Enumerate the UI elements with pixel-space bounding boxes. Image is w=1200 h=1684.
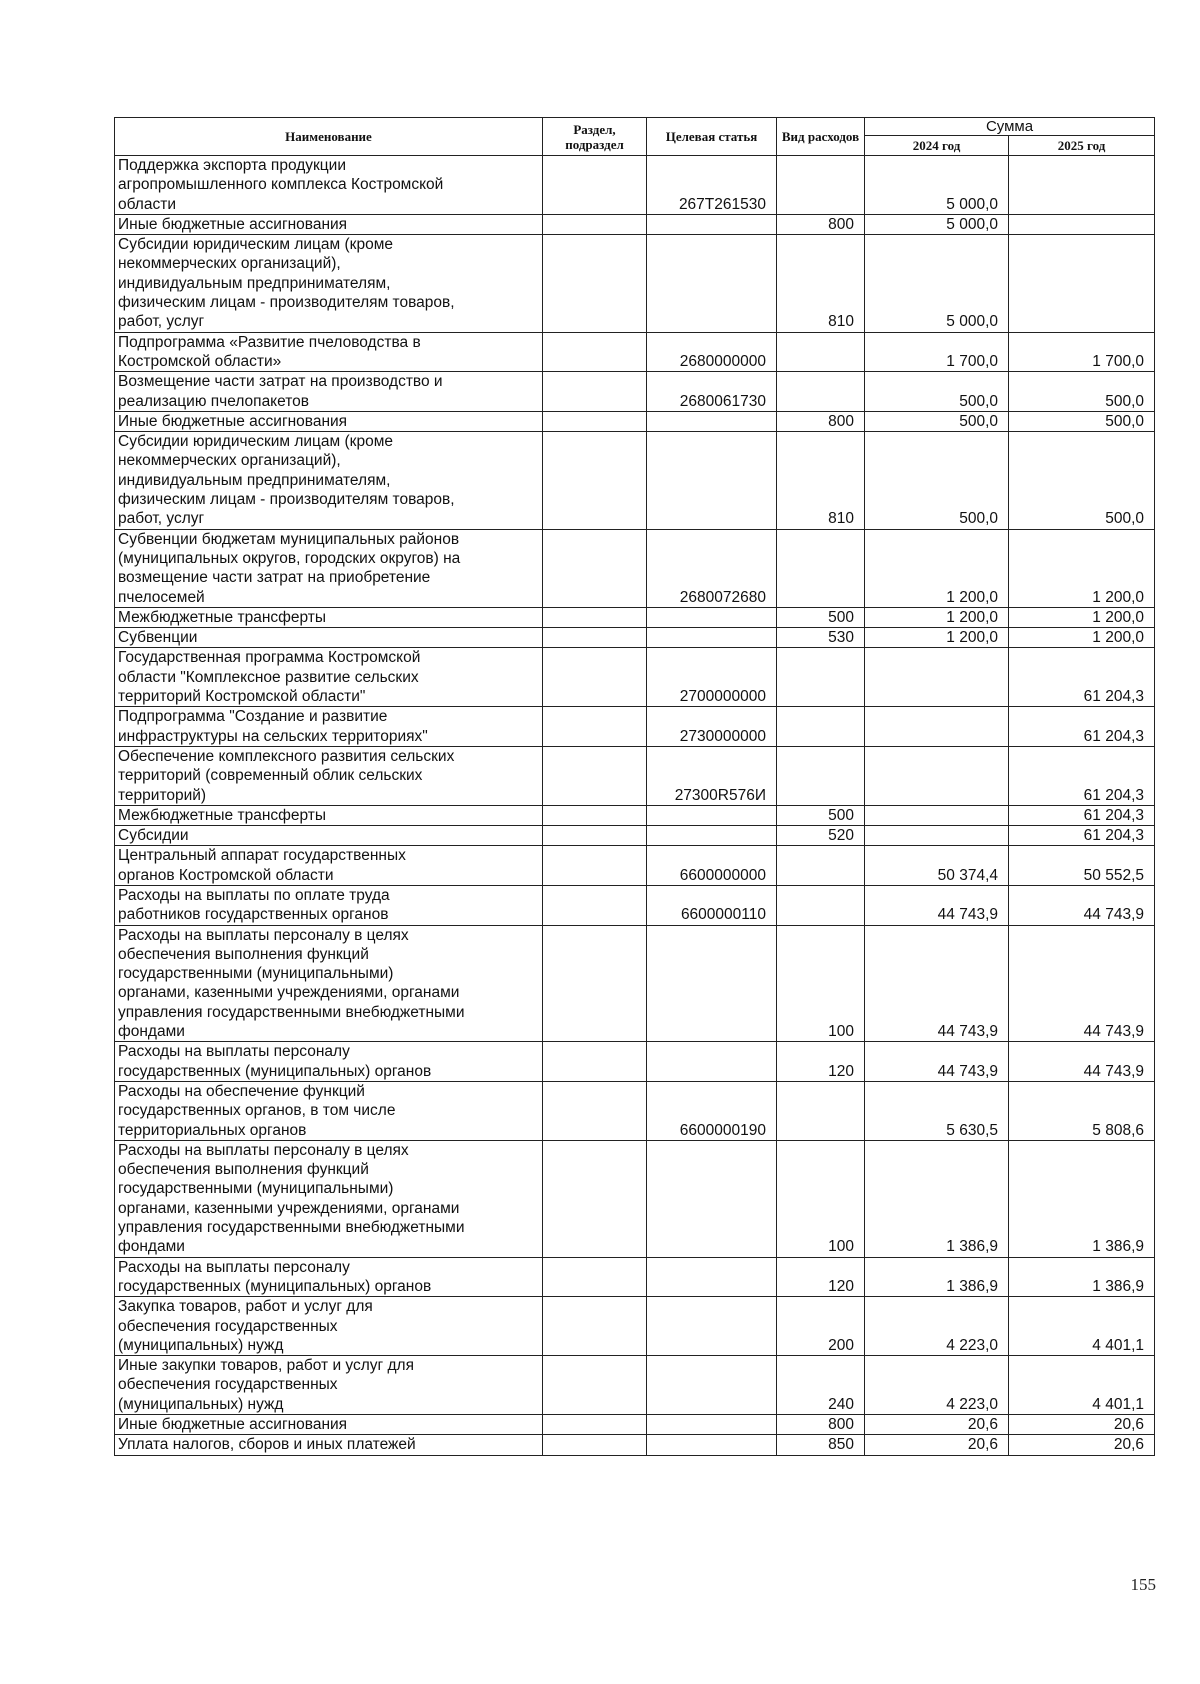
budget-table xyxy=(114,117,1155,1456)
row-sum-2025: 4 401,1 xyxy=(1009,1297,1155,1356)
table-row xyxy=(115,1081,1155,1140)
row-section xyxy=(543,707,647,747)
table-row xyxy=(115,156,1155,215)
row-sum-2025: 500,0 xyxy=(1009,411,1155,431)
page-number: 155 xyxy=(1130,1575,1156,1594)
row-sum-2024: 5 630,5 xyxy=(865,1081,1009,1140)
header-target: Целевая статья xyxy=(647,118,777,156)
table-header xyxy=(115,118,1155,156)
header-name: Наименование xyxy=(115,118,543,156)
row-sum-2024: 500,0 xyxy=(865,432,1009,529)
row-sum-2024: 1 386,9 xyxy=(865,1257,1009,1297)
row-sum-2024: 44 743,9 xyxy=(865,1042,1009,1082)
row-section xyxy=(543,1297,647,1356)
row-section xyxy=(543,925,647,1042)
row-sum-2024: 1 700,0 xyxy=(865,332,1009,372)
row-sum-2025: 44 743,9 xyxy=(1009,925,1155,1042)
table-row xyxy=(115,529,1155,607)
row-kind xyxy=(777,1081,865,1140)
table-row xyxy=(115,372,1155,412)
row-name: Расходы на выплаты персоналу государственных (муниципальных) органов xyxy=(115,1042,543,1082)
row-sum-2024: 4 223,0 xyxy=(865,1297,1009,1356)
table-row xyxy=(115,1042,1155,1082)
row-section xyxy=(543,156,647,215)
row-target xyxy=(647,805,777,825)
row-kind: 530 xyxy=(777,628,865,648)
table-row xyxy=(115,925,1155,1042)
row-target xyxy=(647,607,777,627)
row-target xyxy=(647,235,777,332)
row-target xyxy=(647,1356,777,1415)
row-target xyxy=(647,432,777,529)
row-name: Подпрограмма "Создание и развитие инфраструктуры на сельских территориях" xyxy=(115,707,543,747)
row-kind: 100 xyxy=(777,925,865,1042)
row-sum-2025: 500,0 xyxy=(1009,372,1155,412)
header-year-2025: 2025 год xyxy=(1009,136,1155,156)
row-sum-2024 xyxy=(865,648,1009,707)
row-sum-2024: 5 000,0 xyxy=(865,235,1009,332)
row-name: Субсидии юридическим лицам (кроме некоммерческих организаций), индивидуальным предпринимателям, физическим лицам - производителям товаров, работ, услуг xyxy=(115,432,543,529)
row-name: Обеспечение комплексного развития сельских территорий (современный облик сельских территорий) xyxy=(115,746,543,805)
row-section xyxy=(543,411,647,431)
row-kind xyxy=(777,372,865,412)
row-name: Межбюджетные трансферты xyxy=(115,607,543,627)
row-section xyxy=(543,1415,647,1435)
row-sum-2025 xyxy=(1009,156,1155,215)
row-section xyxy=(543,607,647,627)
row-sum-2025: 20,6 xyxy=(1009,1415,1155,1435)
row-section xyxy=(543,332,647,372)
row-section xyxy=(543,1042,647,1082)
row-name: Уплата налогов, сборов и иных платежей xyxy=(115,1435,543,1455)
row-sum-2024: 500,0 xyxy=(865,372,1009,412)
row-target: 6600000190 xyxy=(647,1081,777,1140)
row-sum-2025 xyxy=(1009,214,1155,234)
row-sum-2024: 5 000,0 xyxy=(865,156,1009,215)
row-sum-2025: 61 204,3 xyxy=(1009,707,1155,747)
row-kind: 100 xyxy=(777,1140,865,1257)
table-row xyxy=(115,628,1155,648)
row-section xyxy=(543,805,647,825)
row-name: Субсидии юридическим лицам (кроме некоммерческих организаций), индивидуальным предпринимателям, физическим лицам - производителям товаров, работ, услуг xyxy=(115,235,543,332)
row-section xyxy=(543,885,647,925)
row-kind: 800 xyxy=(777,214,865,234)
table-body xyxy=(115,156,1155,1456)
header-sum: Сумма xyxy=(865,118,1155,136)
table-row xyxy=(115,648,1155,707)
row-target xyxy=(647,1297,777,1356)
row-name: Иные бюджетные ассигнования xyxy=(115,214,543,234)
row-name: Возмещение части затрат на производство и реализацию пчелопакетов xyxy=(115,372,543,412)
row-kind: 850 xyxy=(777,1435,865,1455)
row-name: Центральный аппарат государственных органов Костромской области xyxy=(115,846,543,886)
row-target: 6600000000 xyxy=(647,846,777,886)
row-section xyxy=(543,846,647,886)
row-name: Иные бюджетные ассигнования xyxy=(115,411,543,431)
row-sum-2025: 50 552,5 xyxy=(1009,846,1155,886)
row-sum-2025: 61 204,3 xyxy=(1009,746,1155,805)
row-section xyxy=(543,1081,647,1140)
row-name: Расходы на обеспечение функций государственных органов, в том числе территориальных органов xyxy=(115,1081,543,1140)
row-sum-2025: 1 200,0 xyxy=(1009,529,1155,607)
row-kind: 120 xyxy=(777,1257,865,1297)
row-target xyxy=(647,925,777,1042)
row-name: Иные бюджетные ассигнования xyxy=(115,1415,543,1435)
row-kind: 500 xyxy=(777,805,865,825)
row-kind: 520 xyxy=(777,826,865,846)
row-name: Расходы на выплаты персоналу в целях обеспечения выполнения функций государственными (муниципальными) органами, казенными учреждениями, органами управления государственными внебюджетными фондами xyxy=(115,1140,543,1257)
row-sum-2025: 1 200,0 xyxy=(1009,607,1155,627)
table-row xyxy=(115,1435,1155,1455)
row-section xyxy=(543,826,647,846)
row-kind xyxy=(777,746,865,805)
row-name: Расходы на выплаты персоналу в целях обеспечения выполнения функций государственными (муниципальными) органами, казенными учреждениями, органами управления государственными внебюджетными фондами xyxy=(115,925,543,1042)
row-name: Расходы на выплаты по оплате труда работников государственных органов xyxy=(115,885,543,925)
row-target xyxy=(647,826,777,846)
row-sum-2025: 61 204,3 xyxy=(1009,805,1155,825)
row-target: 6600000110 xyxy=(647,885,777,925)
row-target xyxy=(647,1435,777,1455)
table-row xyxy=(115,1257,1155,1297)
row-target xyxy=(647,1415,777,1435)
table-row xyxy=(115,826,1155,846)
row-kind: 500 xyxy=(777,607,865,627)
row-kind: 200 xyxy=(777,1297,865,1356)
row-sum-2024: 44 743,9 xyxy=(865,925,1009,1042)
row-section xyxy=(543,1356,647,1415)
row-section xyxy=(543,1140,647,1257)
row-target: 2680000000 xyxy=(647,332,777,372)
row-kind xyxy=(777,156,865,215)
table-row xyxy=(115,607,1155,627)
row-sum-2025: 44 743,9 xyxy=(1009,885,1155,925)
row-target xyxy=(647,1140,777,1257)
row-kind xyxy=(777,846,865,886)
header-section: Раздел, подраздел xyxy=(543,118,647,156)
row-sum-2024: 500,0 xyxy=(865,411,1009,431)
table-row xyxy=(115,432,1155,529)
row-section xyxy=(543,628,647,648)
row-target: 2680072680 xyxy=(647,529,777,607)
table-row xyxy=(115,411,1155,431)
row-sum-2025: 61 204,3 xyxy=(1009,648,1155,707)
row-target: 267T261530 xyxy=(647,156,777,215)
table-row xyxy=(115,707,1155,747)
row-kind xyxy=(777,885,865,925)
row-section xyxy=(543,214,647,234)
row-section xyxy=(543,432,647,529)
row-sum-2024: 5 000,0 xyxy=(865,214,1009,234)
row-section xyxy=(543,648,647,707)
row-target xyxy=(647,214,777,234)
row-sum-2025: 44 743,9 xyxy=(1009,1042,1155,1082)
row-name: Субвенции бюджетам муниципальных районов (муниципальных округов, городских округов) на возмещение части затрат на приобретение пчелосемей xyxy=(115,529,543,607)
row-target: 27300R576И xyxy=(647,746,777,805)
row-name: Субсидии xyxy=(115,826,543,846)
table-row xyxy=(115,1297,1155,1356)
row-sum-2024: 44 743,9 xyxy=(865,885,1009,925)
row-name: Подпрограмма «Развитие пчеловодства в Костромской области» xyxy=(115,332,543,372)
row-section xyxy=(543,746,647,805)
table-row xyxy=(115,1415,1155,1435)
row-name: Закупка товаров, работ и услуг для обеспечения государственных (муниципальных) нужд xyxy=(115,1297,543,1356)
row-sum-2025 xyxy=(1009,235,1155,332)
row-name: Расходы на выплаты персоналу государственных (муниципальных) органов xyxy=(115,1257,543,1297)
row-name: Субвенции xyxy=(115,628,543,648)
row-sum-2024: 1 386,9 xyxy=(865,1140,1009,1257)
row-section xyxy=(543,372,647,412)
row-sum-2024: 50 374,4 xyxy=(865,846,1009,886)
row-sum-2024: 1 200,0 xyxy=(865,529,1009,607)
row-target: 2680061730 xyxy=(647,372,777,412)
row-kind xyxy=(777,529,865,607)
row-sum-2025: 1 200,0 xyxy=(1009,628,1155,648)
table-row xyxy=(115,846,1155,886)
row-sum-2024: 1 200,0 xyxy=(865,607,1009,627)
row-section xyxy=(543,1257,647,1297)
row-section xyxy=(543,235,647,332)
header-kind: Вид расходов xyxy=(777,118,865,156)
row-kind: 810 xyxy=(777,432,865,529)
row-target: 2700000000 xyxy=(647,648,777,707)
row-sum-2025: 4 401,1 xyxy=(1009,1356,1155,1415)
row-sum-2025: 20,6 xyxy=(1009,1435,1155,1455)
row-sum-2025: 1 386,9 xyxy=(1009,1257,1155,1297)
table-row xyxy=(115,746,1155,805)
row-sum-2025: 1 700,0 xyxy=(1009,332,1155,372)
header-year-2024: 2024 год xyxy=(865,136,1009,156)
row-kind xyxy=(777,332,865,372)
row-sum-2025: 5 808,6 xyxy=(1009,1081,1155,1140)
row-target xyxy=(647,411,777,431)
table-row xyxy=(115,235,1155,332)
row-sum-2024: 20,6 xyxy=(865,1435,1009,1455)
row-kind: 810 xyxy=(777,235,865,332)
row-sum-2025: 500,0 xyxy=(1009,432,1155,529)
row-target xyxy=(647,1257,777,1297)
row-sum-2025: 1 386,9 xyxy=(1009,1140,1155,1257)
row-sum-2024 xyxy=(865,826,1009,846)
row-name: Поддержка экспорта продукции агропромышленного комплекса Костромской области xyxy=(115,156,543,215)
row-kind: 800 xyxy=(777,411,865,431)
table-row xyxy=(115,885,1155,925)
row-section xyxy=(543,529,647,607)
row-sum-2024: 1 200,0 xyxy=(865,628,1009,648)
row-kind xyxy=(777,648,865,707)
table-row xyxy=(115,332,1155,372)
row-sum-2024 xyxy=(865,805,1009,825)
row-name: Межбюджетные трансферты xyxy=(115,805,543,825)
row-kind xyxy=(777,707,865,747)
row-sum-2024 xyxy=(865,707,1009,747)
row-name: Иные закупки товаров, работ и услуг для обеспечения государственных (муниципальных) нужд xyxy=(115,1356,543,1415)
table-row xyxy=(115,1140,1155,1257)
row-target xyxy=(647,1042,777,1082)
table-row xyxy=(115,805,1155,825)
row-sum-2024: 20,6 xyxy=(865,1415,1009,1435)
row-sum-2024: 4 223,0 xyxy=(865,1356,1009,1415)
row-section xyxy=(543,1435,647,1455)
row-target xyxy=(647,628,777,648)
row-sum-2025: 61 204,3 xyxy=(1009,826,1155,846)
row-kind: 800 xyxy=(777,1415,865,1435)
table-row xyxy=(115,214,1155,234)
row-kind: 240 xyxy=(777,1356,865,1415)
table-row xyxy=(115,1356,1155,1415)
row-kind: 120 xyxy=(777,1042,865,1082)
row-name: Государственная программа Костромской области "Комплексное развитие сельских территорий Костромской области" xyxy=(115,648,543,707)
row-sum-2024 xyxy=(865,746,1009,805)
row-target: 2730000000 xyxy=(647,707,777,747)
